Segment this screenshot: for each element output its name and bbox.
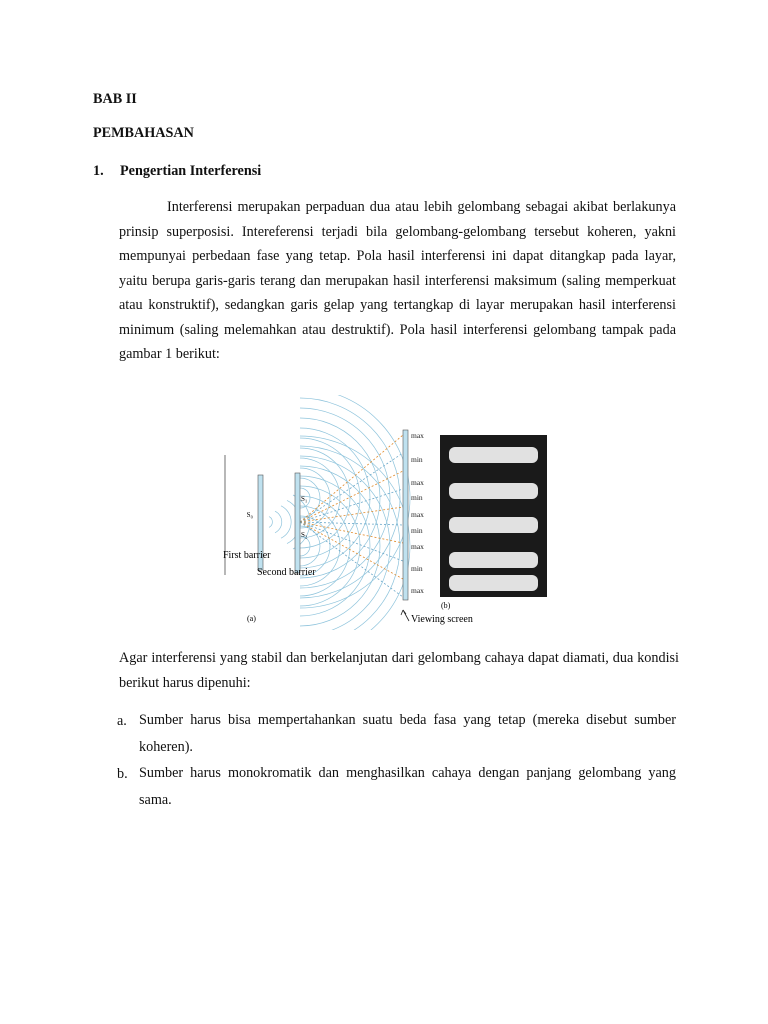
intro-paragraph — [119, 195, 676, 367]
screen-label: min — [411, 564, 423, 573]
s0-label: S₀ — [246, 511, 253, 519]
condition-label: b. — [117, 766, 128, 782]
viewing-screen — [403, 430, 408, 600]
screen-label: min — [411, 526, 423, 535]
bright-fringe — [449, 517, 538, 533]
subsection-title: Pengertian Interferensi — [120, 163, 262, 179]
panel-a-label: (a) — [247, 614, 256, 623]
bright-fringe — [449, 552, 538, 568]
bright-fringe — [449, 447, 538, 463]
screen-label: max — [411, 431, 424, 440]
wavefront-arc — [269, 517, 272, 528]
wavefront-arc — [300, 446, 400, 630]
wavefronts — [269, 395, 410, 630]
screen-label: max — [411, 510, 424, 519]
chapter-heading: BAB II — [93, 91, 137, 107]
s2-label: S₂ — [301, 531, 308, 539]
screen-label: min — [411, 493, 423, 502]
subsection-number: 1. — [93, 163, 104, 179]
condition-text: Sumber harus monokromatik dan menghasilkan cahaya dengan panjang gelombang yang sama. — [139, 765, 676, 808]
interference-diagram — [215, 395, 555, 630]
first-barrier-label: First barrier — [223, 550, 271, 561]
viewing-screen-label: Viewing screen — [411, 614, 473, 625]
condition-text: Sumber harus bisa mempertahankan suatu beda fasa yang tetap (mereka disebut sumber koheren). — [139, 712, 676, 755]
screen-label: max — [411, 586, 424, 595]
bright-fringe — [449, 575, 538, 591]
interference-ray — [300, 522, 403, 561]
condition-label: a. — [117, 713, 127, 729]
interference-figure — [215, 395, 555, 630]
bright-fringe — [449, 483, 538, 499]
second-barrier — [295, 473, 300, 573]
conditions-intro: Agar interferensi yang stabil dan berkelanjutan dari gelombang cahaya dapat diamati, dua kondisi berikut harus dipenuhi: — [119, 650, 679, 691]
interference-ray — [300, 453, 403, 522]
intro-paragraph-text: Interferensi merupakan perpaduan dua atau lebih gelombang sebagai akibat berlakunya prinsip superposisi. Intereferensi terjadi bila gelombang-gelombang tersebut koheren, yakni mempunyai perbedaan fase yang tetap. Pola hasil interferensi ini dapat ditangkap pada layar, yaitu berupa garis-garis terang dan merupakan hasil interferensi maksimum (saling memperkuat atau konstruktif), sedangkan garis gelap yang tertangkap di layar merupakan hasil interferensi minimum (saling melemahkan atau destruktif). Pola hasil interferensi gelombang tampak pada gambar 1 berikut: — [119, 199, 676, 362]
screen-label: max — [411, 478, 424, 487]
interference-ray — [300, 489, 403, 522]
s1-label: S₁ — [301, 495, 308, 503]
section-heading: PEMBAHASAN — [93, 125, 194, 141]
screen-label: max — [411, 542, 424, 551]
wavefront-arc — [281, 506, 291, 538]
screen-label: min — [411, 455, 423, 464]
panel-b-label: (b) — [441, 601, 451, 610]
wavefront-arc — [275, 511, 282, 533]
second-barrier-label: Second barrier — [257, 567, 316, 578]
